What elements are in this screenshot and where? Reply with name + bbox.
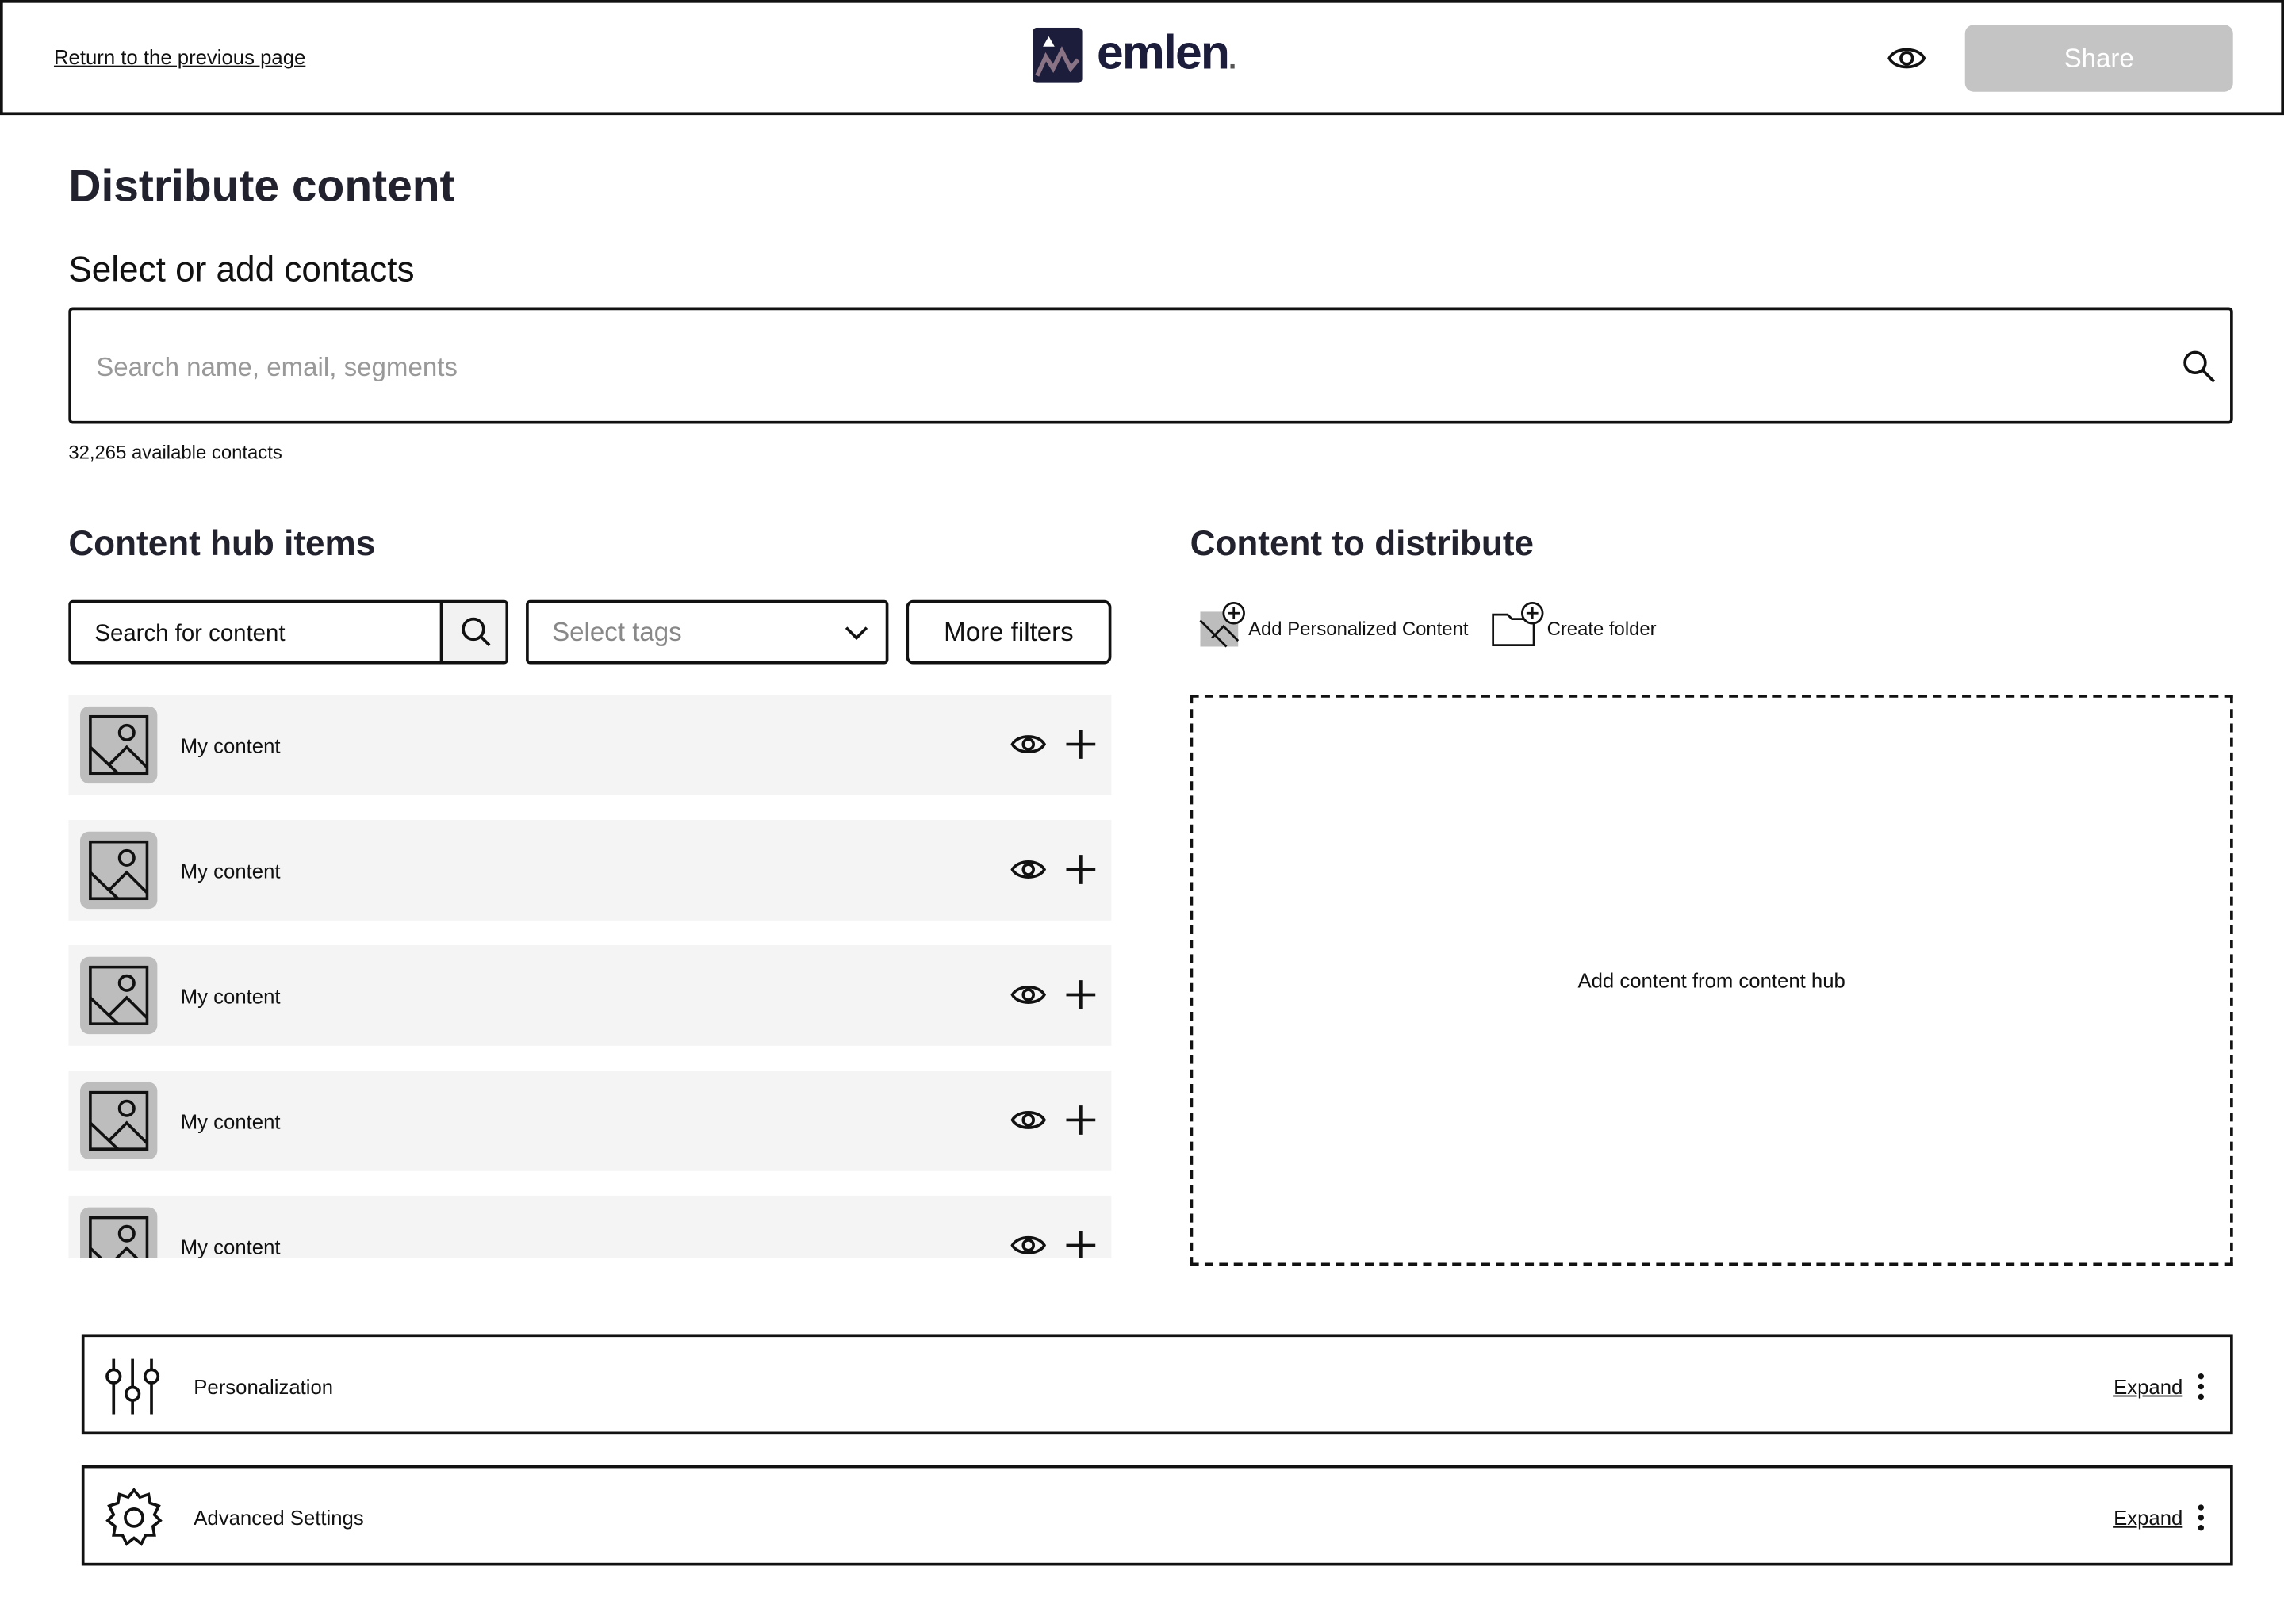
available-contacts-count: 32,265 available contacts bbox=[68, 441, 282, 464]
content-search-box bbox=[68, 600, 508, 665]
image-placeholder-icon bbox=[80, 957, 157, 1034]
content-hub-list[interactable] bbox=[68, 695, 1111, 1258]
distribute-section-title: Content to distribute bbox=[1190, 524, 1535, 564]
image-placeholder-icon bbox=[80, 832, 157, 909]
sliders-icon bbox=[102, 1356, 167, 1417]
content-item-label: My content bbox=[180, 1109, 281, 1133]
content-item-label: My content bbox=[180, 1235, 281, 1258]
personalization-label: Personalization bbox=[194, 1374, 334, 1399]
chevron-down-icon bbox=[843, 622, 869, 645]
image-placeholder-icon bbox=[80, 707, 157, 783]
more-filters-button[interactable]: More filters bbox=[906, 600, 1111, 665]
search-icon[interactable] bbox=[2181, 348, 2219, 386]
content-item-label: My content bbox=[180, 984, 281, 1009]
content-hub-item[interactable] bbox=[68, 820, 1111, 921]
content-search-button[interactable] bbox=[440, 603, 508, 661]
dropzone-text: Add content from content hub bbox=[1577, 968, 1845, 992]
advanced-settings-panel bbox=[82, 1465, 2233, 1566]
contact-search-input[interactable] bbox=[94, 339, 2139, 395]
personalization-panel bbox=[82, 1334, 2233, 1434]
share-button[interactable]: Share bbox=[1965, 25, 2233, 91]
contacts-section-title: Select or add contacts bbox=[68, 250, 415, 290]
preview-eye-icon[interactable] bbox=[1010, 855, 1048, 884]
create-folder-label: Create folder bbox=[1546, 617, 1657, 640]
add-image-icon bbox=[1198, 600, 1247, 649]
logo-dot: . bbox=[1228, 44, 1236, 76]
content-search-input[interactable] bbox=[92, 615, 435, 655]
preview-eye-icon[interactable] bbox=[1885, 40, 1929, 75]
gear-icon bbox=[102, 1487, 167, 1548]
preview-eye-icon[interactable] bbox=[1010, 1231, 1048, 1258]
content-item-label: My content bbox=[180, 733, 281, 758]
content-hub-item[interactable] bbox=[68, 1071, 1111, 1171]
image-placeholder-icon bbox=[80, 1082, 157, 1159]
kebab-menu-icon[interactable] bbox=[2195, 1372, 2207, 1401]
add-plus-icon[interactable] bbox=[1065, 853, 1097, 885]
content-dropzone[interactable] bbox=[1190, 695, 2233, 1266]
content-hub-item[interactable] bbox=[68, 945, 1111, 1046]
add-personalized-content-label: Add Personalized Content bbox=[1248, 617, 1469, 640]
kebab-menu-icon[interactable] bbox=[2195, 1503, 2207, 1533]
folder-add-icon bbox=[1490, 600, 1546, 649]
add-plus-icon[interactable] bbox=[1065, 1229, 1097, 1258]
personalization-expand-link[interactable]: Expand bbox=[2113, 1374, 2183, 1399]
advanced-settings-label: Advanced Settings bbox=[194, 1506, 364, 1530]
tags-select-value: Select tags bbox=[552, 617, 682, 647]
content-item-label: My content bbox=[180, 859, 281, 883]
advanced-settings-expand-link[interactable]: Expand bbox=[2113, 1506, 2183, 1530]
add-plus-icon[interactable] bbox=[1065, 1104, 1097, 1136]
content-hub-item[interactable] bbox=[68, 695, 1111, 795]
preview-eye-icon[interactable] bbox=[1010, 1105, 1048, 1135]
content-hub-item[interactable] bbox=[68, 1196, 1111, 1258]
image-placeholder-icon bbox=[80, 1208, 157, 1258]
logo-wordmark: emlen. bbox=[1097, 25, 1236, 79]
content-hub-title: Content hub items bbox=[68, 524, 376, 564]
add-plus-icon[interactable] bbox=[1065, 728, 1097, 760]
tags-select[interactable] bbox=[526, 600, 888, 665]
page-title: Distribute content bbox=[68, 160, 455, 212]
contact-search-box bbox=[68, 308, 2232, 424]
emlen-logo-icon bbox=[1033, 28, 1082, 83]
preview-eye-icon[interactable] bbox=[1010, 980, 1048, 1009]
back-link[interactable]: Return to the previous page bbox=[53, 44, 306, 69]
preview-eye-icon[interactable] bbox=[1010, 730, 1048, 759]
add-plus-icon[interactable] bbox=[1065, 979, 1097, 1010]
